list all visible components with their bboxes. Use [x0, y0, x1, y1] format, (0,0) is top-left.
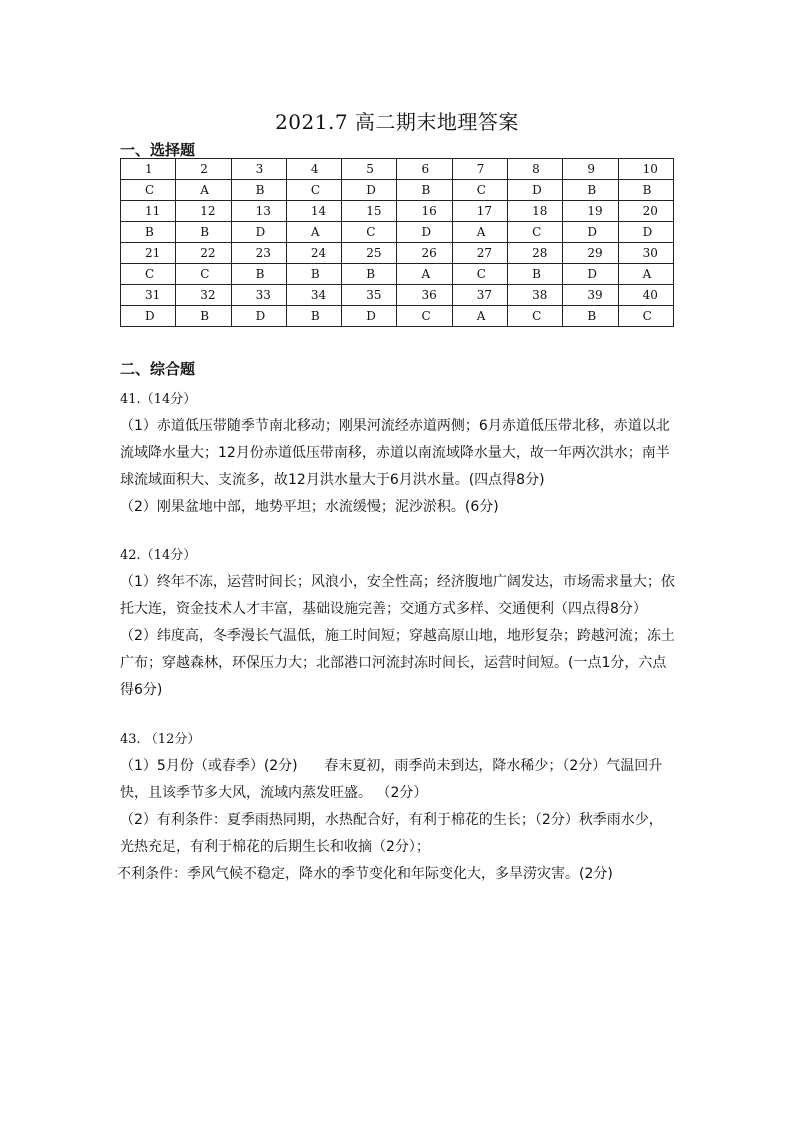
- question-number-cell: 40: [618, 285, 673, 306]
- question-number-cell: 14: [286, 201, 341, 222]
- question-number-cell: 29: [563, 243, 618, 264]
- answer-cell: A: [176, 180, 231, 201]
- answer-cell: D: [231, 306, 286, 327]
- question-number-cell: 38: [508, 285, 563, 306]
- answer-cell: C: [397, 306, 452, 327]
- answer-cell: C: [121, 264, 176, 285]
- question-number-cell: 16: [397, 201, 452, 222]
- question-number-cell: 33: [231, 285, 286, 306]
- question-number-cell: 10: [618, 159, 673, 180]
- question-42-line: 广布；穿越森林，环保压力大；北部港口河流封冻时间长，运营时间短。(一点1分，六点: [120, 655, 667, 671]
- question-41-line: 球流域面积大、支流多，故12月洪水量大于6月洪水量。(四点得8分): [120, 472, 545, 488]
- section-heading-choice: 一、选择题: [120, 141, 196, 159]
- question-number-cell: 30: [618, 243, 673, 264]
- question-number-cell: 26: [397, 243, 452, 264]
- answer-cell: B: [176, 222, 231, 243]
- answer-row: [121, 264, 674, 285]
- answer-cell: D: [121, 306, 176, 327]
- answer-cell: A: [452, 222, 507, 243]
- question-number-cell: 31: [121, 285, 176, 306]
- answer-cell: D: [231, 222, 286, 243]
- answer-row: [121, 306, 674, 327]
- question-41-line: 流域降水量大；12月份赤道低压带南移，赤道以南流域降水量大，故一年两次洪水；南半: [120, 445, 670, 461]
- question-number-cell: 34: [286, 285, 341, 306]
- question-number-cell: 2: [176, 159, 231, 180]
- question-number-row: [121, 201, 674, 222]
- question-number-cell: 28: [508, 243, 563, 264]
- question-number-cell: 3: [231, 159, 286, 180]
- question-number-cell: 23: [231, 243, 286, 264]
- question-43-line: （2）有利条件：夏季雨热同期，水热配合好，有利于棉花的生长；（2分）秋季雨水少，: [120, 812, 663, 828]
- question-42-line: 得6分): [120, 682, 163, 698]
- answer-cell: B: [176, 306, 231, 327]
- question-number-cell: 5: [342, 159, 397, 180]
- answer-cell: C: [508, 306, 563, 327]
- answer-cell: B: [618, 180, 673, 201]
- answer-cell: A: [286, 222, 341, 243]
- question-41-line: （2）刚果盆地中部，地势平坦；水流缓慢；泥沙淤积。(6分): [120, 499, 499, 515]
- answer-cell: C: [618, 306, 673, 327]
- question-number-cell: 39: [563, 285, 618, 306]
- question-42-line: （2）纬度高，冬季漫长气温低，施工时间短；穿越高原山地，地形复杂；跨越河流；冻土: [120, 628, 675, 644]
- question-43-line: 光热充足，有利于棉花的后期生长和收摘（2分）；: [120, 839, 430, 855]
- answer-row: [121, 180, 674, 201]
- question-number-cell: 19: [563, 201, 618, 222]
- question-number-cell: 13: [231, 201, 286, 222]
- question-number-row: [121, 285, 674, 306]
- question-number-cell: 21: [121, 243, 176, 264]
- answer-cell: B: [397, 180, 452, 201]
- question-number-cell: 17: [452, 201, 507, 222]
- answer-cell: C: [121, 180, 176, 201]
- question-42-line: （1）终年不冻，运营时间长；风浪小，安全性高；经济腹地广阔发达，市场需求量大；依: [120, 574, 675, 590]
- question-number-cell: 11: [121, 201, 176, 222]
- answer-cell: B: [508, 264, 563, 285]
- question-number-cell: 37: [452, 285, 507, 306]
- answer-cell: A: [397, 264, 452, 285]
- question-number-row: [121, 159, 674, 180]
- question-43: [117, 726, 680, 888]
- question-43-line: 不利条件：季风气候不稳定，降水的季节变化和年际变化大，多旱涝灾害。(2分): [117, 866, 613, 882]
- question-number-cell: 25: [342, 243, 397, 264]
- question-number-cell: 35: [342, 285, 397, 306]
- answer-cell: B: [121, 222, 176, 243]
- answer-cell: D: [342, 180, 397, 201]
- question-42-head: 42.（14分）: [120, 548, 197, 563]
- answer-cell: B: [286, 264, 341, 285]
- question-number-cell: 7: [452, 159, 507, 180]
- question-number-cell: 12: [176, 201, 231, 222]
- answer-cell: C: [452, 180, 507, 201]
- answer-cell: B: [231, 264, 286, 285]
- answer-row: [121, 222, 674, 243]
- question-42-line: 托大连，资金技术人才丰富，基础设施完善；交通方式多样、交通便利（四点得8分）: [120, 601, 647, 617]
- answer-cell: D: [618, 222, 673, 243]
- question-43-line: （1）5月份（或春季）(2分) 春末夏初，雨季尚未到达，降水稀少；（2分）气温回升: [120, 758, 663, 774]
- question-number-cell: 18: [508, 201, 563, 222]
- answer-cell: A: [452, 306, 507, 327]
- question-42: [120, 542, 680, 704]
- answer-cell: D: [563, 222, 618, 243]
- answer-table: [120, 158, 674, 327]
- answer-cell: C: [508, 222, 563, 243]
- question-number-cell: 36: [397, 285, 452, 306]
- question-43-line: 快，且该季节多大风，流域内蒸发旺盛。 （2分）: [120, 785, 428, 801]
- question-number-cell: 9: [563, 159, 618, 180]
- answer-cell: B: [231, 180, 286, 201]
- question-number-cell: 8: [508, 159, 563, 180]
- question-number-cell: 24: [286, 243, 341, 264]
- answer-cell: D: [397, 222, 452, 243]
- section-heading-comprehensive: 二、综合题: [120, 360, 196, 378]
- answer-table-body: [121, 159, 674, 327]
- question-number-row: [121, 243, 674, 264]
- question-number-cell: 32: [176, 285, 231, 306]
- question-number-cell: 4: [286, 159, 341, 180]
- answer-cell: B: [563, 306, 618, 327]
- answer-cell: D: [508, 180, 563, 201]
- question-41-line: （1）赤道低压带随季节南北移动；刚果河流经赤道两侧；6月赤道低压带北移，赤道以北: [120, 418, 670, 434]
- question-number-cell: 27: [452, 243, 507, 264]
- answer-cell: D: [342, 306, 397, 327]
- answer-cell: C: [286, 180, 341, 201]
- answer-cell: C: [176, 264, 231, 285]
- answer-cell: A: [618, 264, 673, 285]
- answer-cell: C: [342, 222, 397, 243]
- answer-cell: B: [342, 264, 397, 285]
- question-number-cell: 20: [618, 201, 673, 222]
- question-43-head: 43. （12分）: [120, 732, 201, 747]
- question-41-head: 41.（14分）: [120, 392, 197, 407]
- question-number-cell: 6: [397, 159, 452, 180]
- answer-cell: C: [452, 264, 507, 285]
- answer-cell: B: [563, 180, 618, 201]
- answer-cell: D: [563, 264, 618, 285]
- question-41: [120, 359, 680, 521]
- question-number-cell: 1: [121, 159, 176, 180]
- answer-cell: B: [286, 306, 341, 327]
- page-title: 2021.7 高二期末地理答案: [275, 110, 519, 134]
- question-number-cell: 15: [342, 201, 397, 222]
- question-number-cell: 22: [176, 243, 231, 264]
